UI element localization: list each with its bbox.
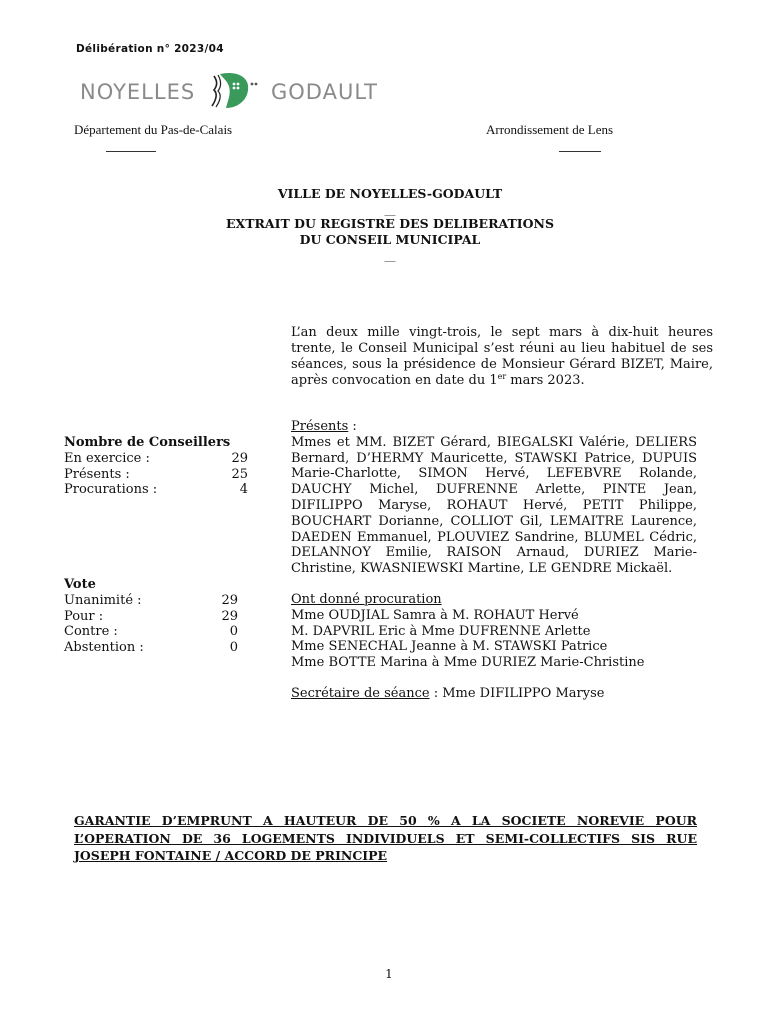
row-label: Présents : [64,466,130,482]
vote-row [64,640,238,656]
row-label: Abstention : [64,640,144,656]
procuration-item: Mme BOTTE Marina à Mme DURIEZ Marie-Christine [291,655,645,671]
procuration-item: M. DAPVRIL Eric à Mme DUFRENNE Arlette [291,623,591,639]
title-separator-bottom: __ [384,249,396,262]
row-value: 29 [221,608,238,624]
attendance-section [291,419,697,702]
secretary-label: Secrétaire de séance [291,685,430,701]
deliberation-subject: GARANTIE D’EMPRUNT A HAUTEUR DE 50 % A LA SOCIETE NOREVIE POUR L’OPERATION DE 36 LOGEMENTS INDIVIDUELS ET SEMI-COLLECTIFS SIS RUE JOSEPH FONTAINE / ACCORD DE PRINCIPE [74,813,697,863]
secretary-line [291,686,697,702]
vote-row [64,624,238,640]
councillors-row [64,451,248,467]
row-label: En exercice : [64,450,150,466]
vote-heading: Vote [64,577,96,592]
title-separator-top: __ [384,203,396,216]
procurations-label: Ont donné procuration [291,591,442,607]
row-value: 29 [231,450,248,466]
presents-label: Présents [291,419,349,434]
logo-emblem-icon [198,70,258,112]
councillors-heading: Nombre de Conseillers [64,435,231,450]
row-label: Procurations : [64,482,158,498]
procuration-item: Mme OUDJIAL Samra à M. ROHAUT Hervé [291,607,579,623]
row-value: 4 [239,482,248,498]
intro-text-end: mars 2023. [506,373,585,388]
register-title-line2: DU CONSEIL MUNICIPAL [299,232,481,247]
intro-superscript: er [497,372,507,381]
vote-row [64,593,238,609]
councillors-row [64,467,248,483]
intro-paragraph [291,325,713,389]
row-value: 0 [229,624,238,640]
logo-text-left: NOYELLES [80,80,196,104]
row-label: Contre : [64,624,118,640]
procuration-item: Mme SENECHAL Jeanne à M. STAWSKI Patrice [291,639,608,655]
page-number: 1 [385,967,393,981]
row-label: Unanimité : [64,592,142,608]
arrondissement-underline [559,151,601,152]
vote-block [64,577,238,656]
row-value: 25 [231,466,248,482]
presents-list: Mmes et MM. BIZET Gérard, BIEGALSKI Valérie, DELIERS Bernard, D’HERMY Mauricette, STAWSKI Patrice, DUPUIS Marie-Charlotte, SIMON Hervé, LEFEBVRE Rolande, DAUCHY Michel, DUFRENNE Arlette, PINTE Jean, DIFILIPPO Maryse, ROHAUT Hervé, PETIT Philippe, BOUCHART Dorianne, COLLIOT Gil, LEMAITRE Laurence, DAEDEN Emmanuel, PLOUVIEZ Sandrine, BLUMEL Cédric, DELANNOY Emilie, RAISON Arnaud, DURIEZ Marie-Christine, KWASNIEWSKI Martine, LE GENDRE Mickaël. [291,434,697,577]
vote-row [64,609,238,625]
department-label: Département du Pas-de-Calais [74,122,233,137]
department-underline [106,151,156,152]
logo-text-right: GODAULT [271,80,378,104]
row-label: Pour : [64,608,104,624]
intro-text: L’an deux mille vingt-trois, le sept mars à dix-huit heures trente, le Conseil Municipal s’est réuni au lieu habituel de ses séances, sous la présidence de Monsieur Gérard BIZET, Maire, après convocation en date du 1 [291,325,713,388]
row-value: 0 [229,640,238,656]
councillors-count-block [64,435,248,498]
arrondissement-label: Arrondissement de Lens [486,122,614,137]
municipal-logo [78,70,388,112]
register-title-line1: EXTRAIT DU REGISTRE DES DELIBERATIONS [226,216,554,231]
secretary-value: : Mme DIFILIPPO Maryse [429,685,605,701]
deliberation-number: Délibération n° 2023/04 [76,43,224,55]
presents-label-suffix: : [348,419,357,434]
councillors-row [64,482,248,498]
row-value: 29 [221,592,238,608]
presents-heading [291,419,697,435]
city-title: VILLE DE NOYELLES-GODAULT [277,186,503,201]
